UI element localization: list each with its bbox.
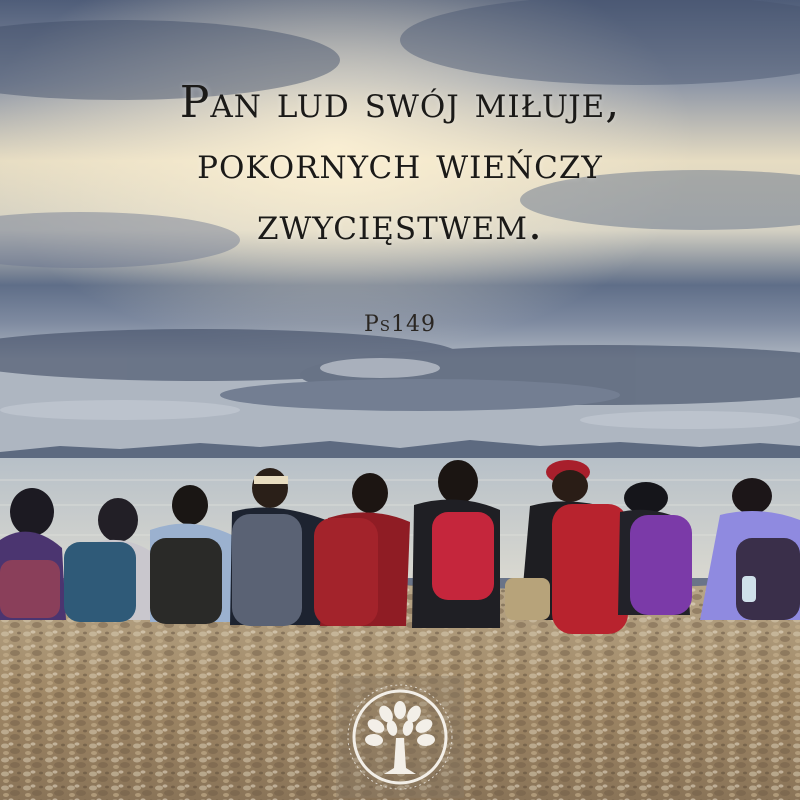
scripture-quote (0, 72, 800, 255)
quote-line-2: pokornych wieńczy (197, 138, 603, 189)
quote-line-1: Pan lud swój miłuje, (179, 77, 621, 128)
quote-line-3: zwycięstwem. (256, 199, 544, 250)
scripture-reference: Ps149 (363, 312, 437, 337)
tree-logo-icon (336, 676, 464, 798)
